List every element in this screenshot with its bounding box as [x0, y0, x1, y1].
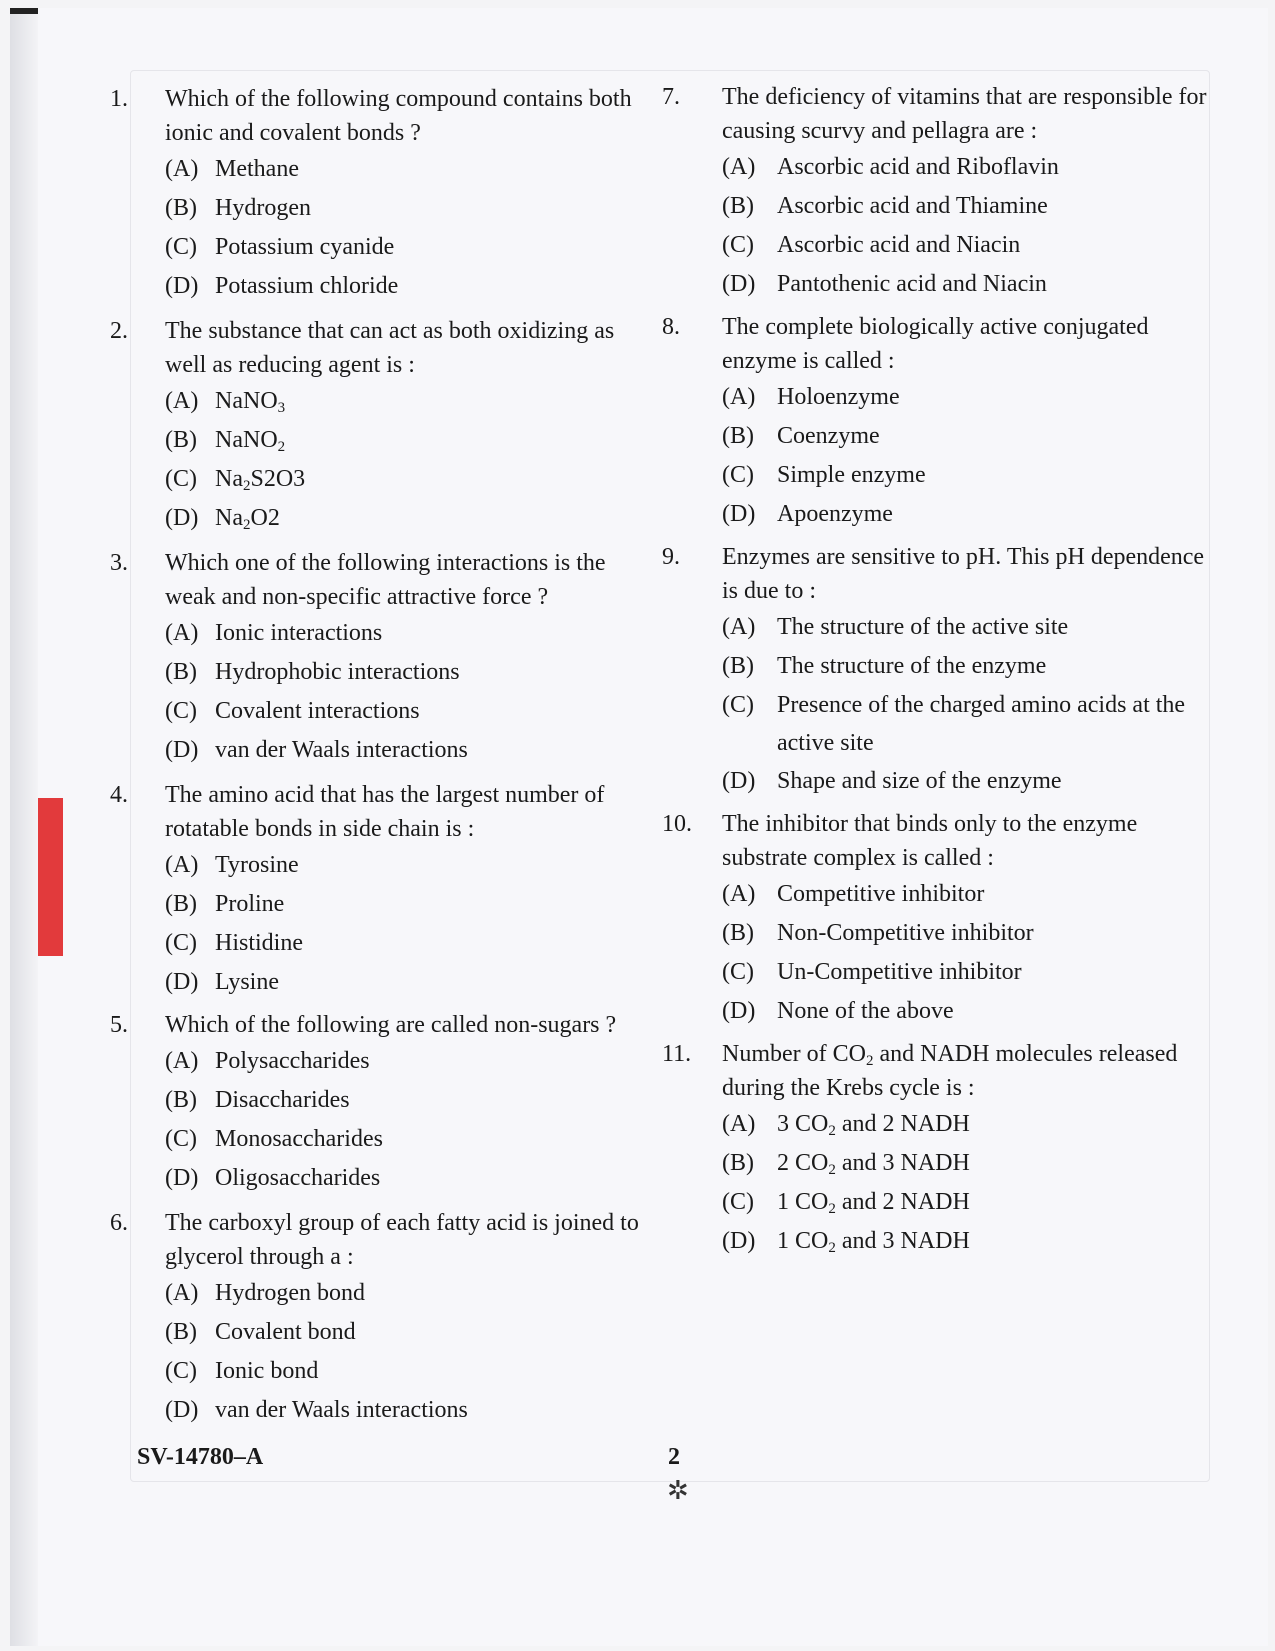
- answer-option: [722, 456, 1207, 495]
- answer-option: [722, 417, 1207, 456]
- red-index-tab: [38, 798, 63, 956]
- option-label: (C): [722, 959, 754, 985]
- question-number: 1.: [110, 86, 128, 112]
- answer-option: [722, 226, 1207, 265]
- option-text: Un-Competitive inhibitor: [777, 959, 1022, 985]
- option-text: The structure of the active site: [777, 614, 1069, 640]
- option-label: (C): [165, 1126, 197, 1152]
- option-text: Pantothenic acid and Niacin: [777, 271, 1047, 297]
- option-label: (D): [165, 505, 199, 531]
- option-text: van der Waals interactions: [215, 737, 468, 763]
- option-text: $Na_2O2$: [215, 505, 280, 533]
- question-3: [110, 546, 655, 614]
- page-edge: [10, 8, 38, 1646]
- option-text: Ascorbic acid and Riboflavin: [777, 154, 1059, 180]
- question-8: [662, 310, 1207, 378]
- option-label: (B): [165, 195, 197, 221]
- answer-option: [722, 148, 1207, 187]
- option-text: Potassium cyanide: [215, 234, 395, 260]
- option-label: (A): [165, 1280, 199, 1306]
- option-text: Competitive inhibitor: [777, 881, 985, 907]
- option-label: (B): [722, 193, 754, 219]
- answer-option: [165, 731, 655, 770]
- option-text: Polysaccharides: [215, 1048, 370, 1074]
- question-stem: Which one of the following interactions is the weak and non-specific attractive force ?: [165, 550, 606, 610]
- option-label: (A): [165, 1048, 199, 1074]
- question-number: 7.: [662, 84, 680, 110]
- answer-option: [165, 382, 655, 421]
- option-label: (B): [165, 1087, 197, 1113]
- right-column: [662, 80, 1207, 1261]
- option-label: (C): [165, 1358, 197, 1384]
- option-label: (C): [722, 692, 754, 718]
- question-2: [110, 314, 655, 382]
- answer-option: [165, 846, 655, 885]
- option-label: (A): [722, 614, 756, 640]
- left-column: [110, 82, 655, 1430]
- option-label: (A): [722, 1111, 756, 1137]
- question-stem: Which of the following are called non-sugars ?: [165, 1012, 617, 1038]
- question-stem: Number of $CO_2$ and NADH molecules released during the Krebs cycle is :: [722, 1041, 1178, 1101]
- question-number: 10.: [662, 811, 692, 837]
- option-label: (A): [165, 852, 199, 878]
- option-text: Ionic interactions: [215, 620, 383, 646]
- answer-option: [722, 647, 1207, 686]
- question-number: 2.: [110, 318, 128, 344]
- answer-option: [165, 267, 655, 306]
- answer-option: [165, 1274, 655, 1313]
- answer-option: [165, 499, 655, 538]
- option-label: (C): [165, 466, 197, 492]
- option-text: Hydrogen: [215, 195, 311, 221]
- answer-option: [722, 762, 1207, 801]
- option-label: (D): [165, 969, 199, 995]
- question-11: [662, 1037, 1207, 1105]
- option-label: (B): [165, 891, 197, 917]
- option-text: NaNO$_2$: [215, 427, 286, 455]
- question-stem: Enzymes are sensitive to pH. This pH dependence is due to :: [722, 544, 1205, 604]
- question-stem: The deficiency of vitamins that are responsible for causing scurvy and pellagra are :: [722, 84, 1207, 144]
- option-text: Holoenzyme: [777, 384, 900, 410]
- option-label: (C): [165, 930, 197, 956]
- option-text: NaNO$_3$: [215, 388, 286, 416]
- option-label: (D): [165, 1165, 199, 1191]
- answer-option: [722, 187, 1207, 226]
- option-label: (D): [722, 1228, 756, 1254]
- answer-option: [165, 421, 655, 460]
- question-9: [662, 540, 1207, 608]
- option-text: Disaccharides: [215, 1087, 350, 1113]
- option-text: Monosaccharides: [215, 1126, 383, 1152]
- option-text: Ascorbic acid and Niacin: [777, 232, 1021, 258]
- option-label: (D): [165, 1397, 199, 1423]
- option-text: Ionic bond: [215, 1358, 319, 1384]
- option-label: (D): [165, 737, 199, 763]
- option-label: (D): [722, 768, 756, 794]
- option-text: Simple enzyme: [777, 462, 926, 488]
- question-stem: The complete biologically active conjugated enzyme is called :: [722, 314, 1149, 374]
- option-text: van der Waals interactions: [215, 1397, 468, 1423]
- answer-option: [722, 875, 1207, 914]
- question-number: 3.: [110, 550, 128, 576]
- question-stem: Which of the following compound contains both ionic and covalent bonds ?: [165, 86, 632, 146]
- footer-ornament-icon: ✲: [667, 1476, 689, 1505]
- question-10: [662, 807, 1207, 875]
- option-text: Presence of the charged amino acids at the active site: [777, 692, 1186, 756]
- answer-option: [165, 1081, 655, 1120]
- question-number: 11.: [662, 1041, 692, 1067]
- answer-option: [722, 992, 1207, 1031]
- page-number: 2: [668, 1444, 680, 1470]
- option-label: (B): [722, 920, 754, 946]
- option-text: Covalent bond: [215, 1319, 356, 1345]
- option-text: Potassium chloride: [215, 273, 399, 299]
- answer-option: [165, 1159, 655, 1198]
- option-label: (A): [165, 620, 199, 646]
- question-stem: The carboxyl group of each fatty acid is joined to glycerol through a :: [165, 1210, 639, 1270]
- option-text: Covalent interactions: [215, 698, 420, 724]
- answer-option: [165, 924, 655, 963]
- answer-option: [722, 1105, 1207, 1144]
- option-label: (C): [722, 1189, 754, 1215]
- option-label: (A): [722, 384, 756, 410]
- option-label: (B): [722, 653, 754, 679]
- option-text: Coenzyme: [777, 423, 880, 449]
- answer-option: [722, 608, 1207, 647]
- option-text: Lysine: [215, 969, 279, 995]
- answer-option: [722, 1144, 1207, 1183]
- question-number: 6.: [110, 1210, 128, 1236]
- answer-option: [165, 1313, 655, 1352]
- option-text: The structure of the enzyme: [777, 653, 1047, 679]
- option-label: (D): [722, 271, 756, 297]
- answer-option: [722, 495, 1207, 534]
- page-corner-mark: [10, 8, 38, 14]
- option-label: (C): [165, 698, 197, 724]
- option-text: $Na_2S2O3$: [215, 466, 306, 494]
- option-text: Tyrosine: [215, 852, 299, 878]
- option-text: Shape and size of the enzyme: [777, 768, 1062, 794]
- answer-option: [165, 1391, 655, 1430]
- question-5: [110, 1008, 655, 1042]
- answer-option: [165, 885, 655, 924]
- answer-option: [722, 1183, 1207, 1222]
- option-label: (B): [722, 1150, 754, 1176]
- option-label: (D): [722, 501, 756, 527]
- paper-code: SV-14780–A: [137, 1444, 264, 1470]
- answer-option: [165, 692, 655, 731]
- answer-option: [722, 1222, 1207, 1261]
- answer-option: [165, 614, 655, 653]
- option-label: (C): [722, 462, 754, 488]
- answer-option: [722, 953, 1207, 992]
- option-label: (A): [722, 881, 756, 907]
- question-number: 4.: [110, 782, 128, 808]
- answer-option: [165, 150, 655, 189]
- option-label: (B): [165, 659, 197, 685]
- option-text: 3 $CO_2$ and 2 NADH: [777, 1111, 970, 1139]
- option-text: Ascorbic acid and Thiamine: [777, 193, 1048, 219]
- answer-option: [165, 963, 655, 1002]
- option-text: Non-Competitive inhibitor: [777, 920, 1034, 946]
- option-text: Methane: [215, 156, 299, 182]
- option-label: (A): [722, 154, 756, 180]
- question-7: [662, 80, 1207, 148]
- option-text: Hydrophobic interactions: [215, 659, 460, 685]
- option-label: (B): [165, 427, 197, 453]
- answer-option: [165, 1352, 655, 1391]
- option-label: (C): [722, 232, 754, 258]
- question-6: [110, 1206, 655, 1274]
- option-label: (D): [722, 998, 756, 1024]
- answer-option: [722, 686, 1207, 762]
- option-label: (B): [165, 1319, 197, 1345]
- answer-option: [165, 1042, 655, 1081]
- option-text: Hydrogen bond: [215, 1280, 365, 1306]
- question-stem: The amino acid that has the largest number of rotatable bonds in side chain is :: [165, 782, 605, 842]
- answer-option: [722, 265, 1207, 304]
- answer-option: [165, 189, 655, 228]
- option-label: (B): [722, 423, 754, 449]
- question-stem: The inhibitor that binds only to the enzyme substrate complex is called :: [722, 811, 1138, 871]
- option-label: (C): [165, 234, 197, 260]
- question-stem: The substance that can act as both oxidizing as well as reducing agent is :: [165, 318, 615, 378]
- option-text: Oligosaccharides: [215, 1165, 381, 1191]
- option-text: 2 $CO_2$ and 3 NADH: [777, 1150, 970, 1178]
- option-text: Apoenzyme: [777, 501, 893, 527]
- question-number: 5.: [110, 1012, 128, 1038]
- answer-option: [165, 1120, 655, 1159]
- answer-option: [165, 653, 655, 692]
- option-text: Histidine: [215, 930, 303, 956]
- option-text: Proline: [215, 891, 285, 917]
- option-text: 1 $CO_2$ and 2 NADH: [777, 1189, 970, 1217]
- answer-option: [165, 228, 655, 267]
- option-label: (A): [165, 388, 199, 414]
- option-label: (D): [165, 273, 199, 299]
- answer-option: [165, 460, 655, 499]
- question-4: [110, 778, 655, 846]
- option-text: 1 $CO_2$ and 3 NADH: [777, 1228, 970, 1256]
- question-1: [110, 82, 655, 150]
- answer-option: [722, 378, 1207, 417]
- question-number: 8.: [662, 314, 680, 340]
- option-label: (A): [165, 156, 199, 182]
- option-text: None of the above: [777, 998, 954, 1024]
- question-number: 9.: [662, 544, 680, 570]
- answer-option: [722, 914, 1207, 953]
